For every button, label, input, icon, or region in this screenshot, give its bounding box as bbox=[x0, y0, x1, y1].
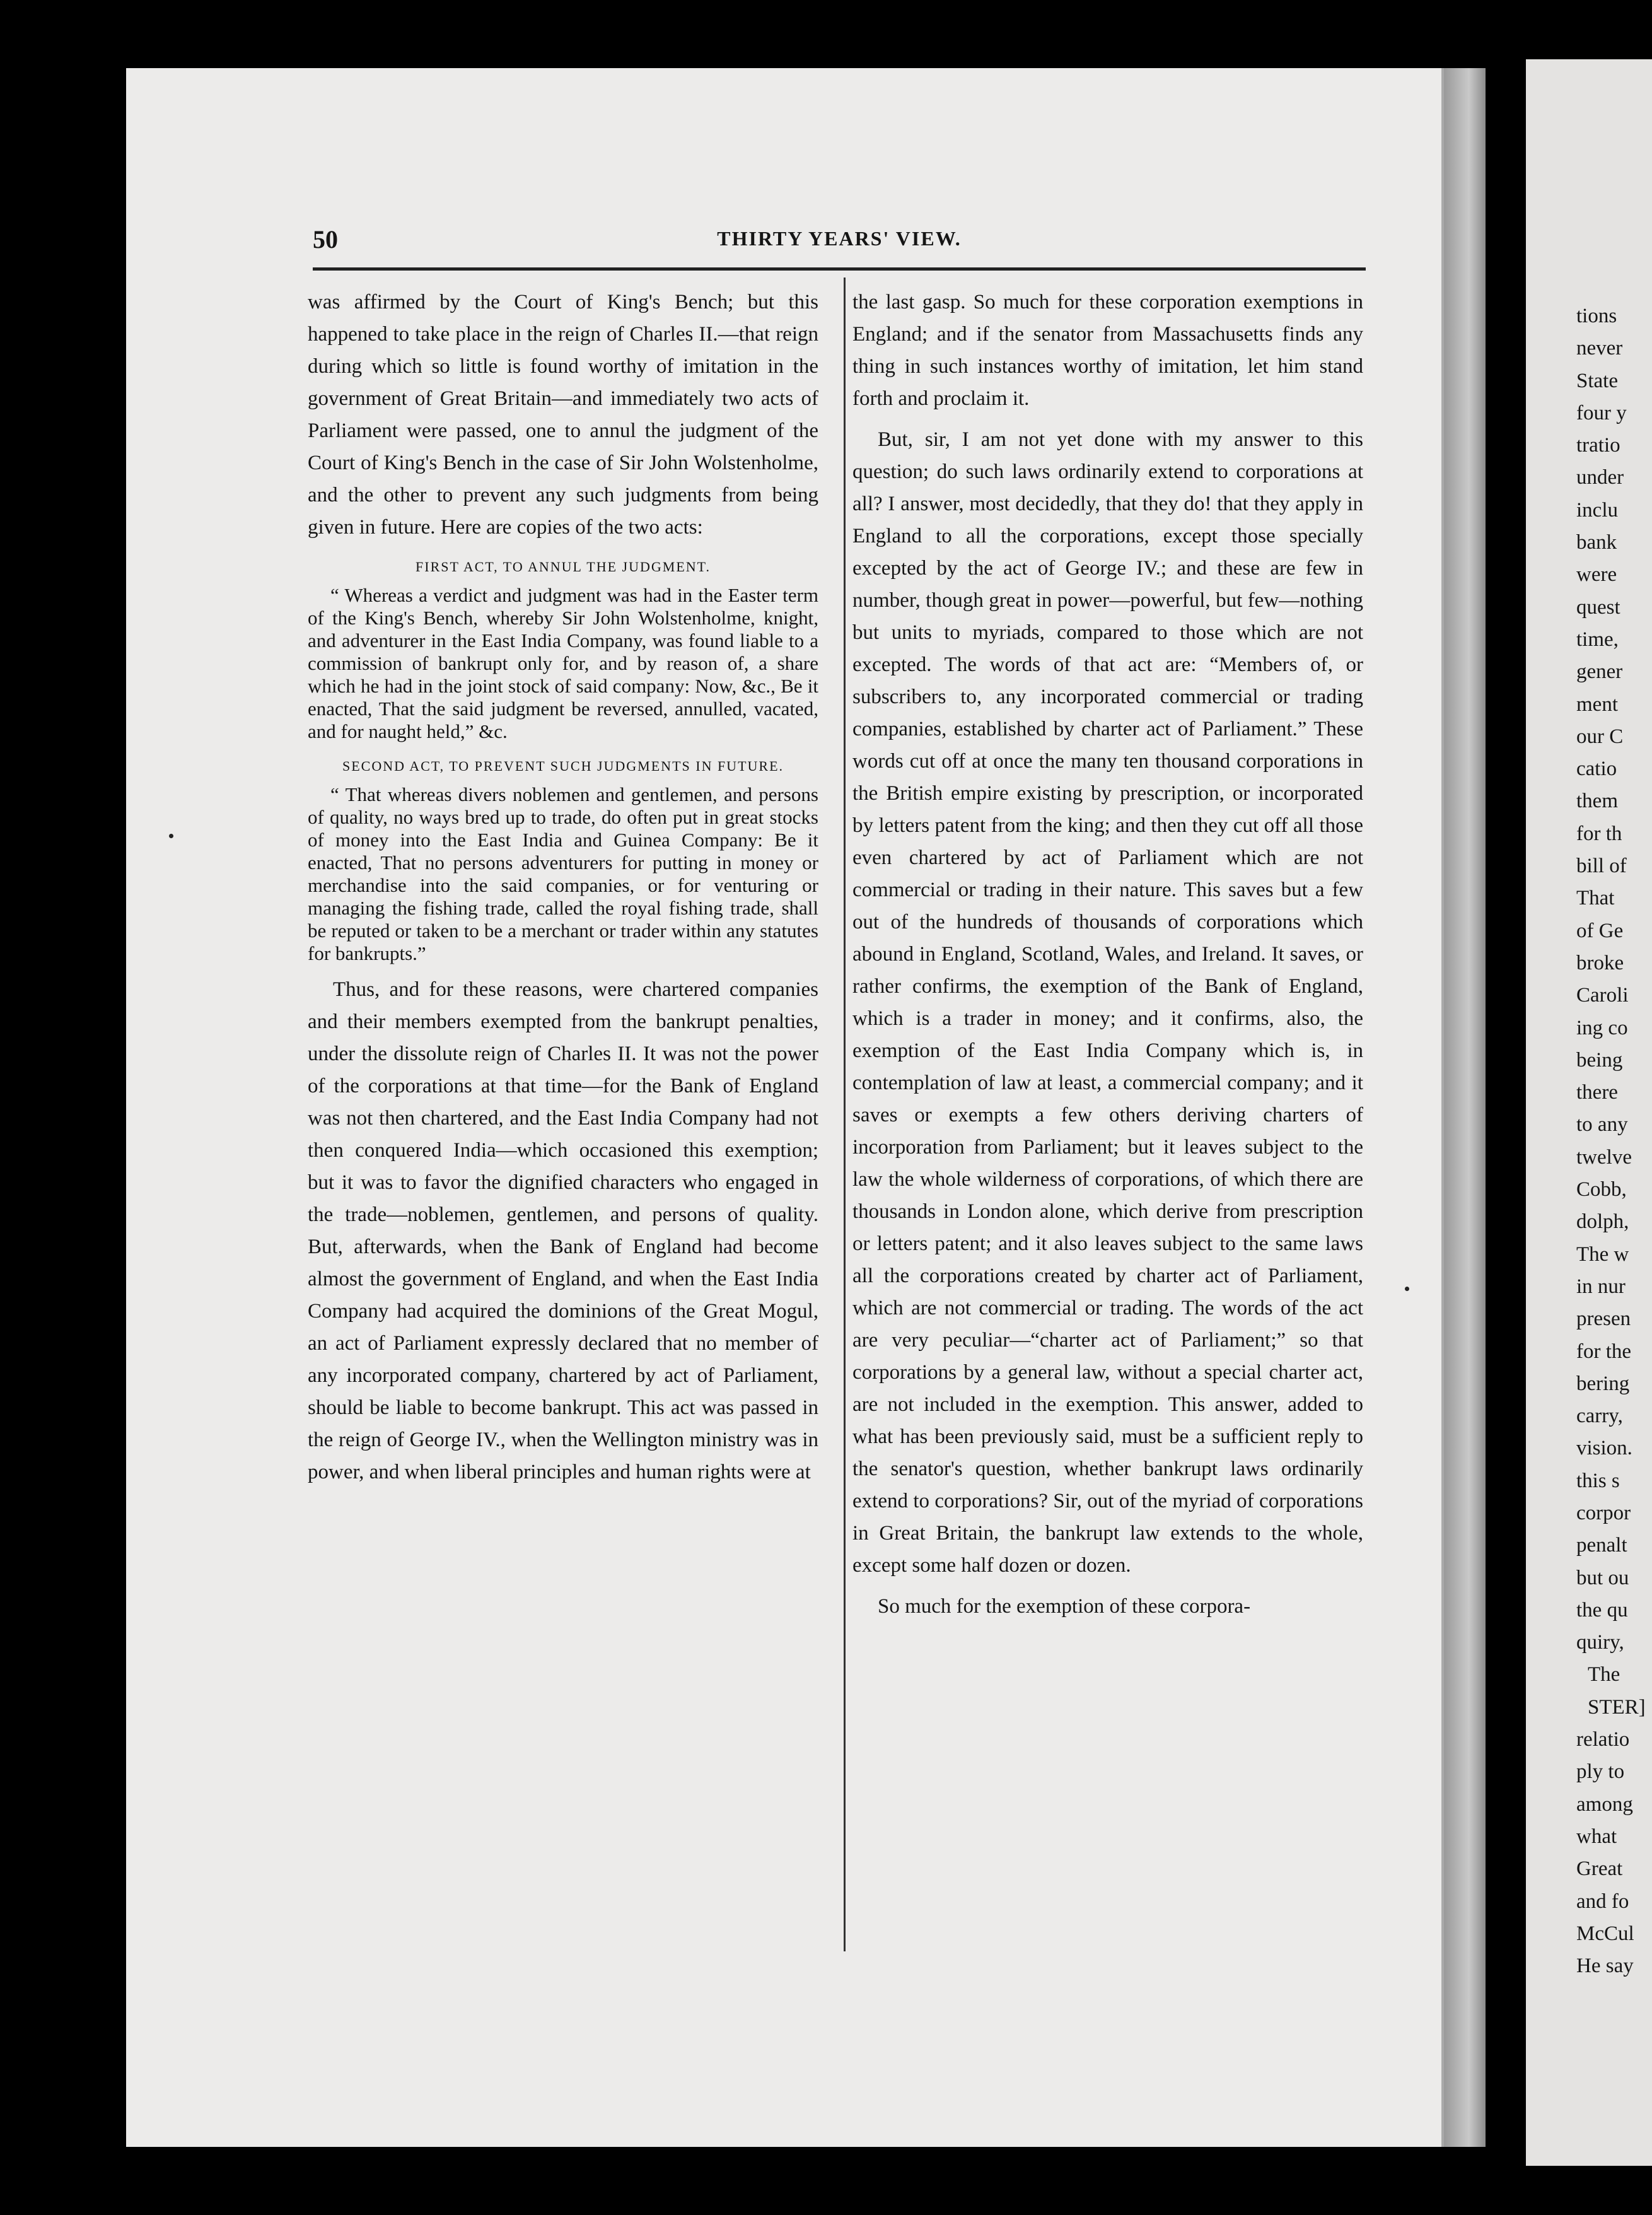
facing-page-line: them bbox=[1576, 790, 1618, 813]
facing-page-line: bill of bbox=[1576, 855, 1627, 878]
binding-gutter bbox=[1486, 63, 1526, 2157]
facing-page-line: under bbox=[1576, 466, 1624, 489]
facing-page-line: four y bbox=[1576, 401, 1627, 424]
section-subheading: FIRST ACT, TO ANNUL THE JUDGMENT. bbox=[416, 559, 711, 575]
facing-page-line: ment bbox=[1576, 693, 1618, 716]
facing-page-line: of Ge bbox=[1576, 919, 1624, 942]
left-column bbox=[308, 286, 818, 1488]
facing-page-line: being bbox=[1576, 1048, 1623, 1072]
facing-page-line: gener bbox=[1576, 660, 1623, 684]
running-title: THIRTY YEARS' VIEW. bbox=[717, 227, 962, 250]
page-edge-shadow bbox=[1444, 68, 1486, 2147]
facing-page-line: for the bbox=[1576, 1340, 1632, 1363]
facing-page-line: what bbox=[1576, 1825, 1617, 1848]
facing-page-line: the qu bbox=[1576, 1598, 1628, 1622]
facing-page-line: McCul bbox=[1576, 1922, 1634, 1945]
facing-page-line: tions bbox=[1576, 305, 1617, 327]
facing-page-line: That bbox=[1576, 887, 1615, 910]
facing-page-line: bering bbox=[1576, 1372, 1630, 1395]
facing-page-line: Caroli bbox=[1576, 984, 1629, 1007]
facing-page-line: never bbox=[1576, 337, 1623, 360]
facing-page-line: bank bbox=[1576, 531, 1617, 554]
facing-page-line: relatio bbox=[1576, 1728, 1630, 1751]
quoted-act: “ That whereas divers noblemen and gentlemen, and persons of quality, no ways bred up to trade, do often put in great stocks of money into the East India and Guinea Company: Be it enacted, That no persons adventurers for putting in money or merchandise into the said companies, or for venturing or managing the fishing trade, called the royal fishing trade, shall be reputed or taken to be a merchant or trader within any statutes for bankrupts.” bbox=[308, 783, 818, 964]
quoted-act: “ Whereas a verdict and judgment was had in the Easter term of the King's Bench, whereby Sir John Wolstenholme, knight, and adventurer in the East India Company, was found liable to a commission of bankrupt only for, and by reason of, a share which he had in the joint stock of said company: Now, &c., Be it enacted, That the said judgment be reversed, annulled, vacated, and for naught held,” &c. bbox=[308, 584, 818, 742]
facing-page-line: ply to bbox=[1576, 1760, 1625, 1784]
facing-page-line: tratio bbox=[1576, 434, 1620, 457]
column-rule bbox=[844, 278, 846, 1951]
facing-page-line: for th bbox=[1576, 822, 1622, 845]
right-column bbox=[852, 286, 1363, 1623]
facing-page-line: dolph, bbox=[1576, 1210, 1629, 1234]
facing-page-line: there bbox=[1576, 1081, 1618, 1104]
facing-page-line: Great bbox=[1576, 1857, 1623, 1881]
facing-page-line: vision. bbox=[1576, 1437, 1632, 1460]
facing-page-line: presen bbox=[1576, 1307, 1631, 1331]
facing-page-line: inclu bbox=[1576, 498, 1618, 522]
facing-page-line: to any bbox=[1576, 1113, 1628, 1137]
page-number: 50 bbox=[313, 225, 338, 254]
facing-page-line: The bbox=[1588, 1663, 1620, 1686]
facing-page-line: He say bbox=[1576, 1955, 1634, 1978]
scan-speck bbox=[1405, 1287, 1409, 1291]
facing-page-line: STER] bbox=[1588, 1695, 1646, 1719]
facing-page-line: time, bbox=[1576, 628, 1619, 651]
header-rule bbox=[313, 267, 1366, 271]
facing-page-line: broke bbox=[1576, 951, 1624, 974]
facing-page-line: catio bbox=[1576, 757, 1617, 781]
facing-page-line: penalt bbox=[1576, 1534, 1627, 1557]
facing-page-line: quiry, bbox=[1576, 1631, 1624, 1654]
facing-page-line: State bbox=[1576, 369, 1618, 392]
facing-page-line: quest bbox=[1576, 595, 1620, 619]
facing-page-line: The w bbox=[1576, 1242, 1629, 1266]
facing-page-text bbox=[1576, 300, 1646, 1982]
facing-page-line: were bbox=[1576, 563, 1617, 587]
paragraph: Thus, and for these reasons, were chartered companies and their members exempted from the bankrupt penalties, under the dissolute reign of Charles II. It was not the power of the corporations at that time—for the Bank of England was not then chartered, and the East India Company had not then conquered India—which occasioned this exemption; but it was to favor the dignified characters who engaged in the trade—noblemen, gentlemen, and persons of quality. But, afterwards, when the Bank of England had become almost the government of England, and when the East India Company had acquired the dominions of the Great Mogul, an act of Parliament expressly declared that no member of any incorporated company, chartered by act of Parliament, should be liable to become bankrupt. This act was passed in the reign of George IV., when the Wellington ministry was in power, and when liberal principles and human rights were at bbox=[308, 978, 818, 1483]
section-subheading: SECOND ACT, TO PREVENT SUCH JUDGMENTS IN FUTURE. bbox=[342, 758, 784, 774]
facing-page-line: in nur bbox=[1576, 1275, 1626, 1298]
facing-page-line: and fo bbox=[1576, 1890, 1629, 1913]
facing-page-line: but ou bbox=[1576, 1566, 1629, 1589]
facing-page-line: our C bbox=[1576, 725, 1624, 748]
paragraph: But, sir, I am not yet done with my answer to this question; do such laws ordinarily extend to corporations at all? I answer, most decidedly, that they do! that they apply in England to all the corporations, except those specially excepted by the act of George IV.; and these are few in number, though great in power—powerful, but few—nothing but units to myriads, compared to those which are not excepted. The words of that act are: “Members of, or subscribers to, any incorporated commercial or trading companies, established by charter act of Parliament.” These words cut off at once the many ten thousand corporations in the British empire existing by prescription, or incorporated by letters patent from the king; and then they cut off all those even chartered by act of Parliament which are not commercial or trading in their nature. This saves but a few out of the hundreds of thousands of corporations which abound in England, Scotland, Wales, and Ireland. It saves, or rather confirms, the exemption of the Bank of England, which is a trader in money; and it confirms, also, the exemption of the East India Company which is, in contemplation of law at least, a commercial company; and it saves or exempts a few others deriving charters of incorporation from Parliament; but it leaves subject to the law the whole wilderness of corporations, of which there are thousands in London alone, which derive from prescription or letters patent; and it also leaves subject to the same laws all the corporations created by charter act of Parliament, which are not commercial or trading. The words of the act are very peculiar—“charter act of Parliament;” so that corporations by a general law, without a special charter act, are not included in the exemption. This answer, added to what has been previously said, must be a sufficient reply to the senator's question, whether bankrupt laws ordinarily extend to corporations? Sir, out of the myriad of corporations in Great Britain, the bankrupt law extends to the whole, except some half dozen or dozen. bbox=[852, 428, 1363, 1577]
running-head bbox=[313, 225, 1366, 254]
scan-speck bbox=[169, 834, 173, 838]
facing-page-line: twelve bbox=[1576, 1145, 1632, 1169]
facing-page-line: ing co bbox=[1576, 1016, 1628, 1039]
facing-page-line: carry, bbox=[1576, 1405, 1623, 1428]
paragraph: was affirmed by the Court of King's Bench; but this happened to take place in the reign of Charles II.—that reign during which so little is found worthy of imitation in the government of Great Britain—and immediately two acts of Parliament were passed, one to annul the judgment of the Court of King's Bench in the case of Sir John Wolstenholme, and the other to prevent any such judgments from being given in future. Here are copies of the two acts: bbox=[308, 291, 818, 539]
facing-page-line: corpor bbox=[1576, 1501, 1631, 1524]
facing-page-line: among bbox=[1576, 1792, 1633, 1816]
paragraph: the last gasp. So much for these corporation exemptions in England; and if the senator from Massachusetts finds any thing in such instances worthy of imitation, let him stand forth and proclaim it. bbox=[852, 291, 1363, 410]
facing-page-line: Cobb, bbox=[1576, 1178, 1627, 1201]
facing-page-line: this s bbox=[1576, 1469, 1620, 1492]
paragraph: So much for the exemption of these corpora- bbox=[878, 1595, 1251, 1618]
